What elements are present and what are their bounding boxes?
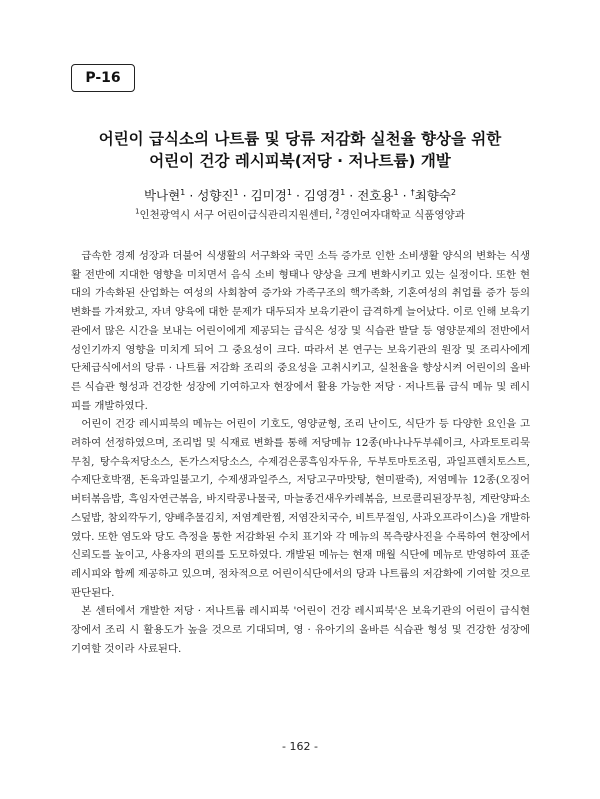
paper-title-line-2: 어린이 건강 레시피북(저당 · 저나트륨) 개발 xyxy=(149,152,451,170)
author-separator: · xyxy=(398,188,411,203)
author: 김영경$^1$ xyxy=(303,186,346,203)
author-separator: · xyxy=(345,188,358,203)
paper-title-line-1: 어린이 급식소의 나트륨 및 당류 저감화 실천율 향상을 위한 xyxy=(98,130,502,148)
abstract-paragraph: 급속한 경제 성장과 더불어 식생활의 서구화와 국민 소득 증가로 인한 소비생활 양식의 변화는 식생활 전반에 지대한 영향을 미치면서 음식 소비 형태나 양상을 크게 변화시키고 있는 실정이다. 또한 현대의 가속화된 산업화는 여성의 사회참여 증가와 가족구조의 핵가족화, 기혼여성의 취업률 증가 등의 변화를 가져왔고, 자녀 양육에 대한 문제가 대두되자 보육기관이 급격하게 늘어났다. 이로 인해 보육기관에서 많은 시간을 보내는 어린이에게 제공되는 급식은 성장 및 식습관 발달 등 영양문제의 전반에서 성인기까지 영향을 미치게 되어 그 중요성이 크다. 따라서 본 연구는 보육기관의 원장 및 조리사에게 단체급식에서의 당류 · 나트륨 저감화 조리의 중요성을 고취시키고, 실천율을 향상시켜 어린이의 올바른 식습관 형성과 건강한 성장에 기여하고자 현장에서 활용 가능한 저당 · 저나트륨 급식 메뉴 및 레시피를 개발하였다. xyxy=(71,250,530,412)
poster-number-badge: P-16 xyxy=(71,64,135,92)
page-number: - 162 - xyxy=(282,740,318,753)
abstract-paragraph: 어린이 건강 레시피북의 메뉴는 어린이 기호도, 영양균형, 조리 난이도, 식단가 등 다양한 요인을 고려하여 선정하였으며, 조리법 및 식재료 변화를 통해 저당메뉴 12종(바나나두부쉐이크, 사과토토리묵무침, 탕수육저당소스, 돈가스저당소스, 수제검은콩흑임자두유, 두부토마토조림, 과일프렌치토스트, 수제단호박잼, 돈육과일불고기, 수제생과일주스, 저당고구마맛탕, 현미팔죽), 저염메뉴 12종(오징어버터볶음밥, 흑임자연근볶음, 바지락콩나물국, 마늘종건새우카레볶음, 브로콜리된장무침, 계란양파소스덮밥, 참외깍두기, 양배추물김치, 저염계란찜, 저염잔치국수, 비트무절임, 사과오프라이스)을 개발하였다. 또한 염도와 당도 측정을 통한 저감화된 수치 표기와 각 메뉴의 목측량사진을 수록하여 현장에서 신뢰도를 높이고, 사용자의 편의를 도모하였다. 개발된 메뉴는 현재 매월 식단에 메뉴로 반영하여 표준레시피와 함께 제공하고 있으며, 점차적으로 어린이식단에서의 당과 나트륨의 저감화에 기여할 것으로 판단된다. xyxy=(71,418,530,599)
paper-title xyxy=(60,128,540,172)
affiliation: $^1$인천광역시 서구 어린이급식관리지원센터, xyxy=(135,207,336,221)
author-separator: · xyxy=(185,188,198,203)
author-list xyxy=(60,187,540,205)
author: 전호용$^1$ xyxy=(357,186,399,203)
affiliations xyxy=(60,207,540,223)
corresponding-author: †최향숙$^2$ xyxy=(410,186,457,203)
affiliation: $^2$경인여자대학교 식품영양과 xyxy=(335,207,465,221)
author: 박나현$^1$ xyxy=(143,186,186,203)
author: 김미경$^1$ xyxy=(250,186,292,203)
author-separator: · xyxy=(292,188,304,203)
abstract-body xyxy=(71,247,530,658)
author-separator: · xyxy=(238,188,251,203)
author: 성향진$^1$ xyxy=(197,186,239,203)
abstract-paragraph: 본 센터에서 개발한 저당 · 저나트륨 레시피북 '어린이 건강 레시피북'은 보육기관의 어린이 급식현장에서 조리 시 활용도가 높을 것으로 기대되며, 영 · 유아기의 올바른 식습관 형성 및 건강한 성장에 기여할 것이라 사료된다. xyxy=(71,605,530,655)
